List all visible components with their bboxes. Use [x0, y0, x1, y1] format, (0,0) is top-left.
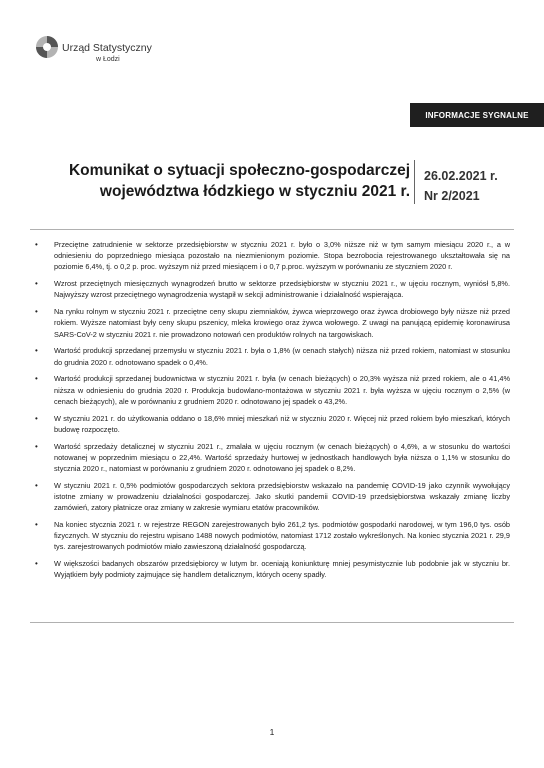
summary-item	[30, 519, 514, 553]
logo-office-name: Urząd Statystyczny	[62, 42, 152, 54]
publication-type-badge: INFORMACJE SYGNALNE	[410, 103, 544, 127]
summary-item	[30, 441, 514, 475]
bullet-icon: •	[35, 374, 38, 384]
title-block	[30, 160, 410, 202]
bullet-icon: •	[35, 307, 38, 317]
publication-meta	[424, 166, 498, 206]
statistics-office-logo-icon	[34, 34, 60, 60]
summary-box	[30, 229, 514, 623]
page-number: 1	[269, 727, 275, 737]
summary-item	[30, 413, 514, 435]
summary-item-text: Wartość produkcji sprzedanej przemysłu w styczniu 2021 r. była o 1,8% (w cenach stałych) niższa niż przed rokiem, natomiast w stosunku do grudnia 2020 r. odnotowano spadek o 0,4%.	[54, 346, 510, 367]
summary-item	[30, 558, 514, 580]
summary-item	[30, 480, 514, 514]
summary-item-text: W większości badanych obszarów przedsiębiorcy w lutym br. oceniają koniunkturę mniej pesymistycznie lub podobnie jak w styczniu br. Wyjątkiem były podmioty zajmujące się handlem detalicznym, których oceny spadły.	[54, 559, 510, 580]
summary-list	[30, 230, 514, 581]
summary-item-text: Na koniec stycznia 2021 r. w rejestrze REGON zarejestrowanych było 261,2 tys. podmiotów gospodarki narodowej, w tym 196,0 tys. osób fizycznych. W styczniu do rejestru wpisano 1488 nowych podmiotów, natomiast 1712 zostało wykreślonych. Na koniec stycznia 2021 r. 29,9 tys. zarejestrowanych podmiotów miało zawieszoną działalność gospodarczą.	[54, 520, 510, 552]
bullet-icon: •	[35, 441, 38, 451]
summary-item	[30, 239, 514, 273]
logo	[34, 34, 164, 68]
publication-number: Nr 2/2021	[424, 189, 480, 203]
summary-item-text: Wartość produkcji sprzedanej budownictwa w styczniu 2021 r. była (w cenach bieżących) o 20,3% wyższa niż przed rokiem, ale o 41,4% niższa w odniesieniu do grudnia 2020 r. Produkcja budowlano-montażowa w styczniu 2021 r. była wyższa w ujęciu rocznym o 2,5% (w cenach bieżących), ale w porównaniu z grudniem 2020 r. odnotowano jej spadek o 43,2%.	[54, 374, 510, 406]
bullet-icon: •	[35, 520, 38, 530]
summary-item-text: Wzrost przeciętnych miesięcznych wynagrodzeń brutto w sektorze przedsiębiorstw w styczniu 2021 r., w ujęciu rocznym, wyniósł 5,8%. Najwyższy wzrost przeciętnego wynagrodzenia wystąpił w sekcji administrowanie i działalność wspierająca.	[54, 279, 510, 300]
summary-item	[30, 345, 514, 367]
publication-date: 26.02.2021 r.	[424, 169, 498, 183]
bullet-icon: •	[35, 240, 38, 249]
summary-item	[30, 373, 514, 407]
title-divider	[414, 160, 415, 204]
summary-item-text: Wartość sprzedaży detalicznej w styczniu 2021 r., zmalała w ujęciu rocznym (w cenach bieżących) o 4,6%, a w stosunku do wartości notowanej w poprzednim miesiącu o 22,4%. Wartość sprzedaży hurtowej w jednostkach handlowych była niższa o 1,1% w stosunku do stycznia 2020 r., natomiast w porównaniu z grudniem 2020 r. odnotowano jej spadek o 8,2%.	[54, 441, 510, 474]
summary-item	[30, 306, 514, 340]
summary-item-text: Na rynku rolnym w styczniu 2021 r. przeciętne ceny skupu ziemniaków, żywca wieprzowego oraz żywca drobiowego były niższe niż przed rokiem. Wyższe natomiast były ceny skupu pszenicy, mleka krowiego oraz żywca wołowego. Z uwagi na panującą epidemię koronawirusa SARS-CoV-2 w styczniu 2021 r. nie prowadzono notowań cen produktów rolnych na targowiskach.	[54, 307, 510, 339]
bullet-icon: •	[35, 413, 38, 423]
logo-office-city: w Łodzi	[96, 56, 120, 63]
summary-item-text: Przeciętne zatrudnienie w sektorze przedsiębiorstw w styczniu 2021 r. było o 3,0% niższe niż w tym samym miesiącu 2020 r., a w odniesieniu do poprzedniego miesiąca pozostało na niezmienionym poziomie. Stopa bezrobocia rejestrowanego ukształtowała się na poziomie 6,4%, tj. o 0,2 p. proc. wyższym niż przed miesiącem i o 0,7 p.proc. wyższym w porównaniu ze styczniem 2020 r.	[54, 240, 510, 272]
summary-item-text: W styczniu 2021 r. 0,5% podmiotów gospodarczych sektora przedsiębiorstw wskazało na pandemię COVID-19 jako czynnik wywołujący istotne zmiany w prowadzeniu działalności gospodarczej. Jako skutki pandemii COVID-19 przedsiębiorstwa wskazały zmianę liczby zamówień, zatory płatnicze oraz zmiany w zakresie wymiaru etatów pracowników.	[54, 480, 510, 513]
summary-item	[30, 278, 514, 300]
summary-item-text: W styczniu 2021 r. do użytkowania oddano o 18,6% mniej mieszkań niż w styczniu 2020 r. Więcej niż przed rokiem było mieszkań, których budowę rozpoczęto.	[54, 413, 510, 434]
bullet-icon: •	[35, 346, 38, 356]
bullet-icon: •	[35, 559, 38, 569]
page-title: Komunikat o sytuacji społeczno-gospodarczej województwa łódzkiego w styczniu 2021 r.	[68, 162, 410, 200]
bullet-icon: •	[35, 480, 38, 490]
bullet-icon: •	[35, 279, 38, 289]
